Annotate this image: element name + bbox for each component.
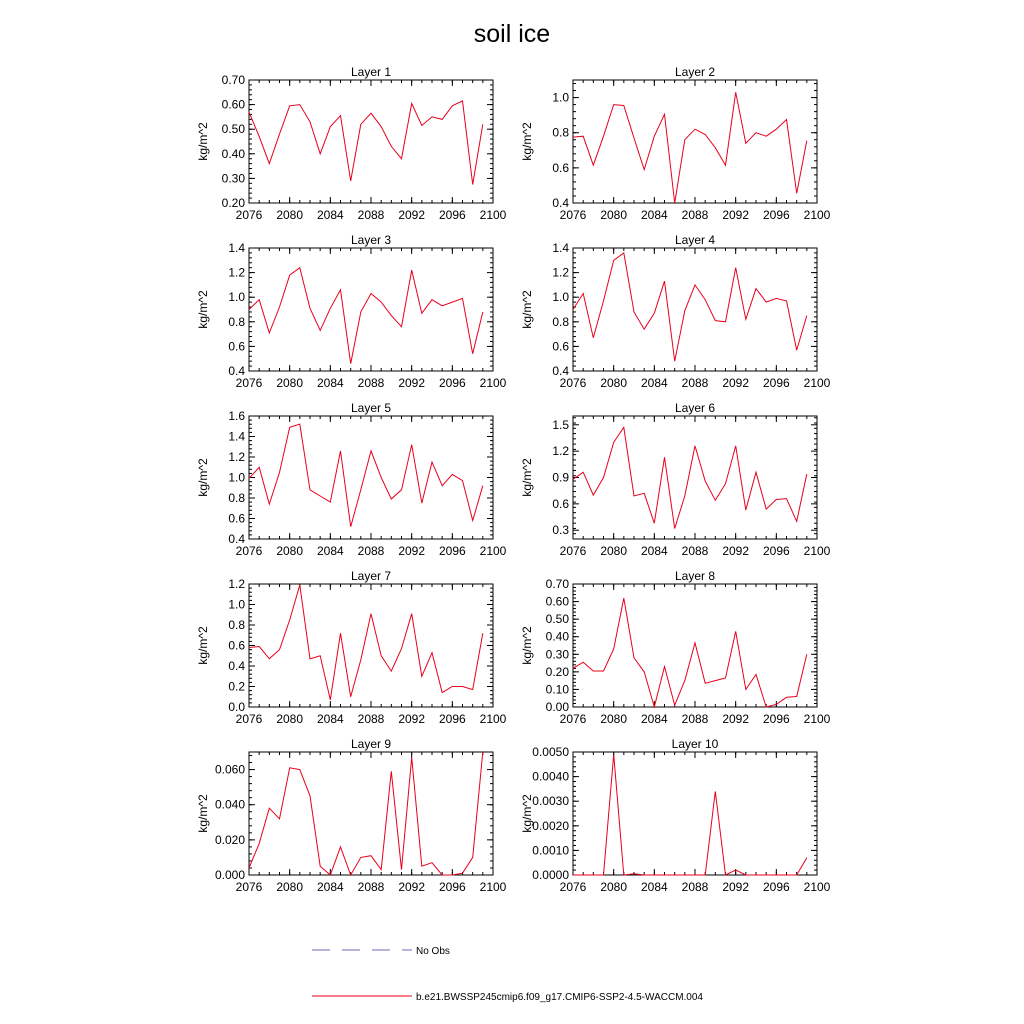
x-tick-label: 2100 xyxy=(803,712,831,726)
x-tick-label: 2076 xyxy=(235,208,263,222)
x-tick-label: 2076 xyxy=(559,544,587,558)
y-tick-label: 1.2 xyxy=(228,265,245,280)
x-tick-label: 2096 xyxy=(438,880,466,894)
x-tick-label: 2080 xyxy=(276,712,304,726)
panel-title: Layer 1 xyxy=(350,65,392,79)
x-tick-label: 2088 xyxy=(357,544,385,558)
x-tick-label: 2100 xyxy=(479,544,507,558)
x-tick-label: 2092 xyxy=(722,208,750,222)
chart-panel xyxy=(196,401,507,558)
chart-panel xyxy=(196,65,507,222)
plot-frame xyxy=(573,584,817,707)
y-tick-label: 0.20 xyxy=(545,664,569,679)
y-tick-label: 0.9 xyxy=(552,470,569,485)
plot-frame xyxy=(249,752,493,875)
y-tick-label: 0.4 xyxy=(228,532,245,546)
chart-panel xyxy=(520,569,831,726)
x-tick-label: 2084 xyxy=(316,880,344,894)
x-tick-label: 2076 xyxy=(559,712,587,726)
x-tick-label: 2080 xyxy=(276,544,304,558)
x-tick-label: 2100 xyxy=(479,712,507,726)
legend-model-label: b.e21.BWSSP245cmip6.f09_g17.CMIP6-SSP2-4.5-WACCM.004 xyxy=(416,992,703,1003)
y-tick-label: 1.5 xyxy=(552,417,569,432)
x-tick-label: 2088 xyxy=(681,880,709,894)
x-tick-label: 2076 xyxy=(559,880,587,894)
x-tick-label: 2084 xyxy=(640,544,668,558)
y-tick-label: 0.6 xyxy=(228,511,245,526)
x-tick-label: 2088 xyxy=(681,208,709,222)
panel-title: Layer 4 xyxy=(674,233,716,247)
y-tick-label: 0.00 xyxy=(545,700,569,714)
y-tick-label: 1.4 xyxy=(228,429,245,444)
y-tick-label: 1.2 xyxy=(552,265,569,280)
x-tick-label: 2100 xyxy=(803,376,831,390)
x-tick-label: 2092 xyxy=(722,880,750,894)
y-tick-label: 0.020 xyxy=(214,832,245,847)
x-tick-label: 2096 xyxy=(762,544,790,558)
x-tick-label: 2084 xyxy=(316,544,344,558)
series-line xyxy=(249,268,483,364)
x-tick-label: 2092 xyxy=(398,376,426,390)
plot-frame xyxy=(249,248,493,371)
plot-frame xyxy=(249,416,493,539)
x-tick-label: 2096 xyxy=(762,376,790,390)
x-tick-label: 2088 xyxy=(681,376,709,390)
x-tick-label: 2088 xyxy=(681,544,709,558)
chart-panel xyxy=(520,401,831,558)
x-tick-label: 2080 xyxy=(600,208,628,222)
x-tick-label: 2088 xyxy=(681,712,709,726)
y-axis-label: kg/m^2 xyxy=(196,290,210,329)
x-tick-label: 2100 xyxy=(803,208,831,222)
x-tick-label: 2084 xyxy=(640,712,668,726)
y-tick-label: 0.3 xyxy=(552,523,569,538)
y-tick-label: 0.0020 xyxy=(532,818,569,833)
y-tick-label: 0.60 xyxy=(545,594,569,609)
x-tick-label: 2092 xyxy=(398,208,426,222)
y-tick-label: 0.8 xyxy=(228,314,245,329)
y-tick-label: 0.4 xyxy=(228,364,245,378)
x-tick-label: 2076 xyxy=(559,376,587,390)
plot-frame xyxy=(249,584,493,707)
y-tick-label: 0.0030 xyxy=(532,794,569,809)
y-tick-label: 0.6 xyxy=(228,339,245,354)
y-tick-label: 0.40 xyxy=(545,629,569,644)
x-tick-label: 2076 xyxy=(235,712,263,726)
y-tick-label: 0.50 xyxy=(545,612,569,627)
series-line xyxy=(249,585,483,700)
x-tick-label: 2096 xyxy=(438,544,466,558)
x-tick-label: 2080 xyxy=(276,208,304,222)
plot-frame xyxy=(573,80,817,203)
panels-group xyxy=(196,65,831,894)
x-tick-label: 2092 xyxy=(398,544,426,558)
y-axis-label: kg/m^2 xyxy=(196,122,210,161)
panel-title: Layer 10 xyxy=(671,737,719,751)
chart-panel xyxy=(196,737,507,894)
series-line xyxy=(573,253,807,361)
y-tick-label: 1.0 xyxy=(228,597,245,612)
panel-title: Layer 5 xyxy=(350,401,392,415)
x-tick-label: 2096 xyxy=(438,376,466,390)
y-tick-label: 0.50 xyxy=(221,122,245,137)
y-tick-label: 0.30 xyxy=(545,647,569,662)
y-tick-label: 0.8 xyxy=(552,125,569,140)
plot-frame xyxy=(249,80,493,203)
y-axis-label: kg/m^2 xyxy=(520,290,534,329)
y-tick-label: 1.6 xyxy=(228,409,245,423)
panel-title: Layer 9 xyxy=(350,737,392,751)
y-tick-label: 0.40 xyxy=(221,146,245,161)
y-tick-label: 0.70 xyxy=(545,577,569,591)
series-line xyxy=(249,101,483,185)
y-tick-label: 0.2 xyxy=(228,679,245,694)
plot-frame xyxy=(573,752,817,875)
chart-panel xyxy=(196,233,507,390)
y-tick-label: 0.6 xyxy=(552,160,569,175)
chart-panel xyxy=(196,569,507,726)
x-tick-label: 2092 xyxy=(722,712,750,726)
x-tick-label: 2096 xyxy=(438,208,466,222)
panel-title: Layer 2 xyxy=(674,65,716,79)
y-tick-label: 0.6 xyxy=(552,339,569,354)
x-tick-label: 2100 xyxy=(479,376,507,390)
y-tick-label: 0.0040 xyxy=(532,769,569,784)
y-tick-label: 0.6 xyxy=(552,496,569,511)
x-tick-label: 2100 xyxy=(803,880,831,894)
x-tick-label: 2076 xyxy=(235,376,263,390)
y-tick-label: 0.70 xyxy=(221,73,245,87)
panel-title: Layer 6 xyxy=(674,401,716,415)
y-tick-label: 1.0 xyxy=(228,470,245,485)
y-axis-label: kg/m^2 xyxy=(196,794,210,833)
x-tick-label: 2080 xyxy=(276,880,304,894)
chart-panel xyxy=(520,65,831,222)
y-tick-label: 0.10 xyxy=(545,682,569,697)
y-tick-label: 0.4 xyxy=(552,364,569,378)
series-line xyxy=(573,92,807,203)
y-axis-label: kg/m^2 xyxy=(196,458,210,497)
x-tick-label: 2088 xyxy=(357,376,385,390)
x-tick-label: 2092 xyxy=(722,544,750,558)
x-tick-label: 2084 xyxy=(316,376,344,390)
figure-title: soil ice xyxy=(473,20,551,48)
x-tick-label: 2080 xyxy=(600,376,628,390)
x-tick-label: 2096 xyxy=(762,208,790,222)
panel-title: Layer 3 xyxy=(350,233,392,247)
y-tick-label: 0.0050 xyxy=(532,745,569,759)
x-tick-label: 2084 xyxy=(640,880,668,894)
x-tick-label: 2084 xyxy=(640,376,668,390)
x-tick-label: 2092 xyxy=(398,880,426,894)
plot-frame xyxy=(573,248,817,371)
x-tick-label: 2100 xyxy=(479,880,507,894)
y-tick-label: 0.8 xyxy=(552,314,569,329)
x-tick-label: 2076 xyxy=(235,544,263,558)
y-axis-label: kg/m^2 xyxy=(520,794,534,833)
y-tick-label: 1.0 xyxy=(228,290,245,305)
x-tick-label: 2100 xyxy=(803,544,831,558)
y-axis-label: kg/m^2 xyxy=(196,626,210,665)
x-tick-label: 2076 xyxy=(559,208,587,222)
x-tick-label: 2092 xyxy=(398,712,426,726)
x-tick-label: 2096 xyxy=(762,712,790,726)
y-tick-label: 0.000 xyxy=(214,868,245,882)
panel-title: Layer 7 xyxy=(350,569,392,583)
panel-title: Layer 8 xyxy=(674,569,716,583)
x-tick-label: 2084 xyxy=(316,712,344,726)
series-line xyxy=(573,755,807,876)
y-tick-label: 0.040 xyxy=(214,797,245,812)
y-tick-label: 0.060 xyxy=(214,762,245,777)
y-tick-label: 0.0000 xyxy=(532,868,569,882)
series-line xyxy=(573,598,807,707)
y-tick-label: 1.0 xyxy=(552,290,569,305)
y-tick-label: 0.6 xyxy=(228,638,245,653)
x-tick-label: 2100 xyxy=(479,208,507,222)
y-axis-label: kg/m^2 xyxy=(520,458,534,497)
plot-frame xyxy=(573,416,817,539)
x-tick-label: 2088 xyxy=(357,712,385,726)
y-tick-label: 0.4 xyxy=(228,659,245,673)
x-tick-label: 2080 xyxy=(276,376,304,390)
y-tick-label: 0.60 xyxy=(221,97,245,112)
legend-obs-label: No Obs xyxy=(416,946,450,957)
y-tick-label: 0.30 xyxy=(221,171,245,186)
x-tick-label: 2080 xyxy=(600,880,628,894)
y-tick-label: 0.0010 xyxy=(532,843,569,858)
y-tick-label: 0.4 xyxy=(552,196,569,210)
y-tick-label: 0.8 xyxy=(228,491,245,505)
chart-panel xyxy=(520,233,831,390)
y-tick-label: 1.2 xyxy=(552,444,569,459)
series-line xyxy=(249,752,483,875)
x-tick-label: 2080 xyxy=(600,712,628,726)
y-tick-label: 1.2 xyxy=(228,450,245,464)
y-tick-label: 1.0 xyxy=(552,90,569,105)
series-line xyxy=(249,424,483,527)
x-tick-label: 2076 xyxy=(235,880,263,894)
x-tick-label: 2092 xyxy=(722,376,750,390)
y-axis-label: kg/m^2 xyxy=(520,122,534,161)
y-tick-label: 1.4 xyxy=(552,241,569,255)
x-tick-label: 2080 xyxy=(600,544,628,558)
series-line xyxy=(573,427,807,528)
y-tick-label: 0.8 xyxy=(228,618,245,632)
x-tick-label: 2096 xyxy=(762,880,790,894)
x-tick-label: 2096 xyxy=(438,712,466,726)
legend xyxy=(312,946,703,1003)
y-tick-label: 1.4 xyxy=(228,241,245,255)
y-axis-label: kg/m^2 xyxy=(520,626,534,665)
x-tick-label: 2088 xyxy=(357,880,385,894)
y-tick-label: 0.0 xyxy=(228,700,245,714)
x-tick-label: 2088 xyxy=(357,208,385,222)
x-tick-label: 2084 xyxy=(316,208,344,222)
y-tick-label: 1.2 xyxy=(228,577,245,591)
x-tick-label: 2084 xyxy=(640,208,668,222)
y-tick-label: 0.20 xyxy=(221,196,245,210)
chart-panel xyxy=(520,737,831,894)
